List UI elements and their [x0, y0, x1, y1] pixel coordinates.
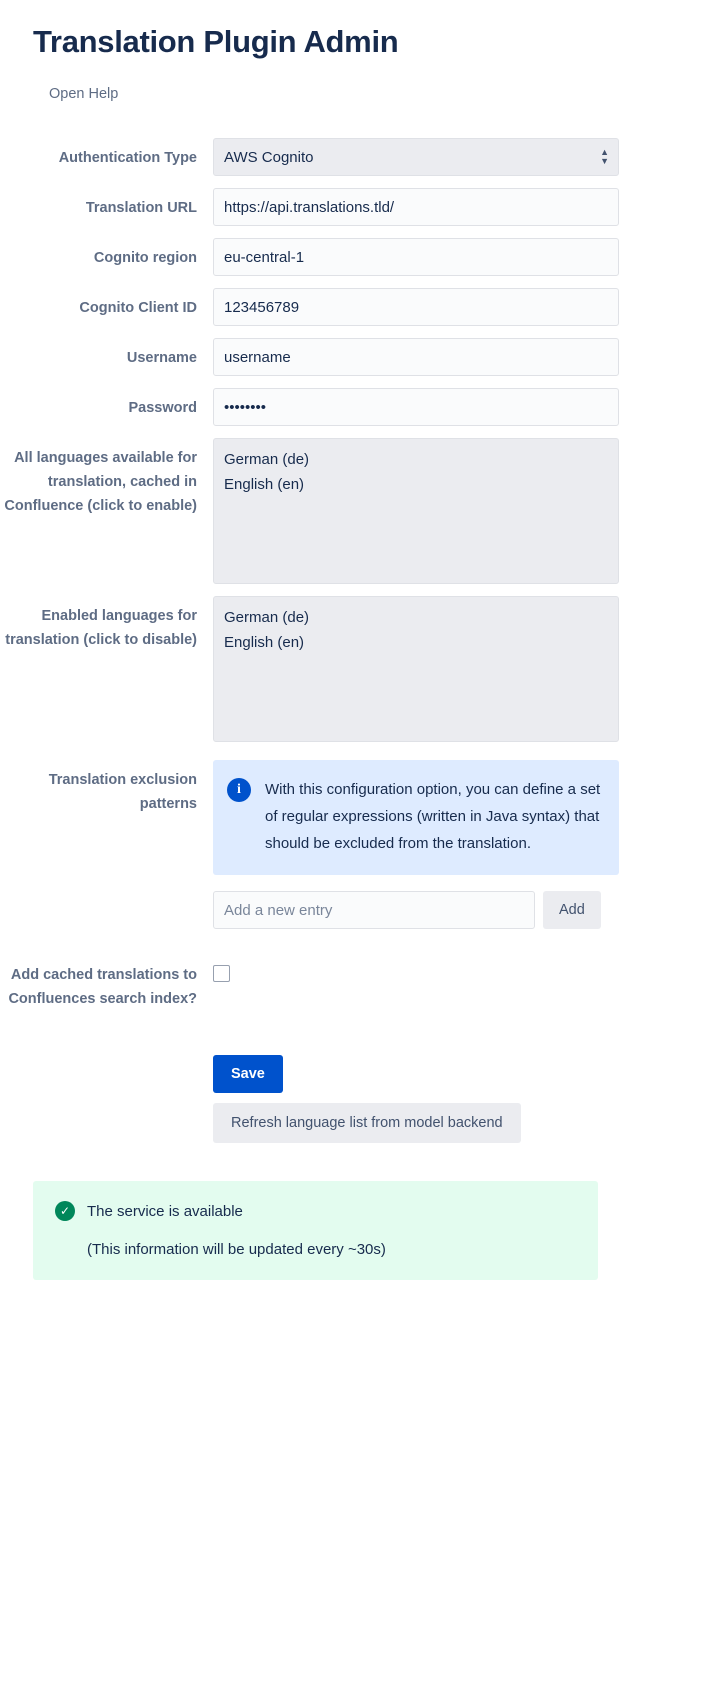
enabled-languages-field: [213, 596, 623, 742]
list-item[interactable]: English (en): [224, 476, 305, 493]
admin-form: [0, 138, 713, 1143]
cognito-client-id-input[interactable]: [213, 288, 619, 326]
search-index-field: [213, 955, 623, 982]
status-sub-message: (This information will be updated every ~30s): [87, 1241, 386, 1258]
status-banner: [33, 1181, 598, 1280]
password-input[interactable]: [213, 388, 619, 426]
list-item[interactable]: English (en): [224, 634, 305, 651]
list-item[interactable]: German (de): [224, 609, 310, 626]
search-index-checkbox[interactable]: [213, 965, 230, 982]
form-row-auth-type: [0, 138, 713, 176]
all-languages-field: [213, 438, 623, 584]
exclusion-patterns-info: [213, 760, 619, 875]
form-row-search-index: [0, 955, 713, 1011]
form-row-exclusion-patterns: [0, 760, 713, 929]
auth-type-field: [213, 138, 623, 176]
cognito-region-input[interactable]: [213, 238, 619, 276]
add-button[interactable]: Add: [543, 891, 601, 929]
form-row-username: [0, 338, 713, 376]
exclusion-patterns-add-row: [213, 891, 623, 929]
password-label: Password: [128, 400, 197, 416]
refresh-language-list-button[interactable]: Refresh language list from model backend: [213, 1103, 521, 1143]
username-field: [213, 338, 623, 376]
save-button[interactable]: Save: [213, 1055, 283, 1093]
form-row-all-languages: [0, 438, 713, 584]
username-label: Username: [126, 350, 197, 366]
exclusion-patterns-field: [213, 760, 623, 929]
form-row-cognito-client-id: [0, 288, 713, 326]
form-row-enabled-languages: [0, 596, 713, 742]
exclusion-patterns-info-text: With this configuration option, you can define a set of regular expressions (written in Java syntax) that should be excluded from the translation.: [265, 781, 601, 852]
cognito-region-label: Cognito region: [93, 250, 197, 266]
actions-spacer: [0, 1055, 213, 1063]
all-languages-label: All languages available for translation, cached in Confluence (click to enable): [4, 450, 197, 514]
auth-type-label: Authentication Type: [58, 150, 197, 166]
form-row-cognito-region: [0, 238, 713, 276]
info-icon: i: [227, 778, 251, 802]
cognito-client-id-field: [213, 288, 623, 326]
translation-url-field: [213, 188, 623, 226]
password-field: [213, 388, 623, 426]
check-circle-icon: ✓: [55, 1201, 75, 1221]
status-line: [55, 1201, 576, 1221]
form-row-password: [0, 388, 713, 426]
translation-url-label: Translation URL: [85, 200, 197, 216]
new-entry-input[interactable]: [213, 891, 535, 929]
auth-type-select[interactable]: [213, 138, 619, 176]
open-help-link[interactable]: Open Help: [49, 86, 119, 102]
form-actions: [0, 1055, 713, 1143]
exclusion-patterns-label: Translation exclusion patterns: [48, 772, 197, 812]
chevron-updown-icon: ▲ ▼: [600, 147, 609, 166]
username-input[interactable]: [213, 338, 619, 376]
list-item[interactable]: German (de): [224, 451, 310, 468]
page-title: Translation Plugin Admin: [33, 24, 399, 59]
status-message: The service is available: [87, 1202, 243, 1220]
enabled-languages-label: Enabled languages for translation (click to disable): [5, 608, 197, 648]
search-index-label: Add cached translations to Confluences search index?: [8, 967, 197, 1007]
all-languages-listbox[interactable]: [213, 438, 619, 584]
cognito-region-field: [213, 238, 623, 276]
form-row-translation-url: [0, 188, 713, 226]
enabled-languages-listbox[interactable]: [213, 596, 619, 742]
cognito-client-id-label: Cognito Client ID: [79, 300, 197, 316]
actions-field: [213, 1055, 623, 1143]
translation-url-input[interactable]: [213, 188, 619, 226]
